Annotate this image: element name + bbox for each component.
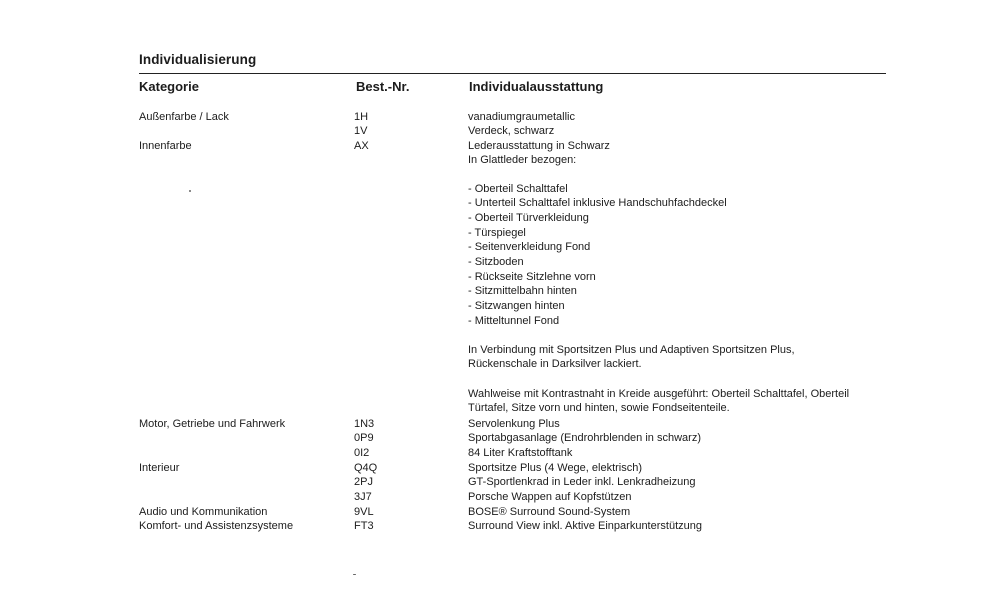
- row-text: - Oberteil Schalttafel: [468, 183, 568, 195]
- row-code: 1N3: [354, 418, 375, 430]
- row-text: - Sitzboden: [468, 256, 524, 268]
- column-header-bestnr: Best.-Nr.: [356, 79, 410, 94]
- row-code: 9VL: [354, 506, 374, 518]
- row-text: Türtafel, Sitze vorn und hinten, sowie Fondseitenteile.: [468, 402, 730, 414]
- row-text: - Mitteltunnel Fond: [468, 315, 560, 327]
- row-text: 84 Liter Kraftstofftank: [468, 447, 573, 459]
- row-text: Verdeck, schwarz: [468, 125, 555, 137]
- row-text: In Glattleder bezogen:: [468, 154, 577, 166]
- row-text: Sportsitze Plus (4 Wege, elektrisch): [468, 462, 643, 474]
- section-title: Individualisierung: [139, 52, 257, 67]
- row-code: 3J7: [354, 491, 372, 503]
- row-text: - Oberteil Türverkleidung: [468, 212, 589, 224]
- scan-speck: [189, 190, 191, 192]
- header-rule: [139, 73, 886, 74]
- row-code: AX: [354, 140, 369, 152]
- row-kategorie: Audio und Kommunikation: [139, 506, 268, 518]
- row-code: FT3: [354, 520, 374, 532]
- row-text: Surround View inkl. Aktive Einparkunterstützung: [468, 520, 702, 532]
- scan-speck: [353, 574, 356, 575]
- row-kategorie: Motor, Getriebe und Fahrwerk: [139, 418, 286, 430]
- row-text: vanadiumgraumetallic: [468, 111, 575, 123]
- row-text: - Rückseite Sitzlehne vorn: [468, 271, 596, 283]
- row-code: 0I2: [354, 447, 370, 459]
- row-code: 0P9: [354, 432, 374, 444]
- row-text: - Sitzwangen hinten: [468, 300, 565, 312]
- row-text: In Verbindung mit Sportsitzen Plus und Adaptiven Sportsitzen Plus,: [468, 344, 795, 356]
- row-text: - Türspiegel: [468, 227, 526, 239]
- row-kategorie: Komfort- und Assistenzsysteme: [139, 520, 294, 532]
- row-code: Q4Q: [354, 462, 378, 474]
- row-kategorie: Innenfarbe: [139, 140, 192, 152]
- row-text: BOSE® Surround Sound-System: [468, 506, 631, 518]
- row-text: - Seitenverkleidung Fond: [468, 241, 591, 253]
- row-text: - Unterteil Schalttafel inklusive Handschuhfachdeckel: [468, 197, 727, 209]
- column-header-ausstattung: Individualausstattung: [469, 79, 604, 94]
- row-code: 2PJ: [354, 476, 373, 488]
- row-kategorie: Außenfarbe / Lack: [139, 111, 229, 123]
- row-code: 1V: [354, 125, 368, 137]
- row-text: Lederausstattung in Schwarz: [468, 140, 610, 152]
- row-kategorie: Interieur: [139, 462, 180, 474]
- row-text: Porsche Wappen auf Kopfstützen: [468, 491, 632, 503]
- row-code: 1H: [354, 111, 369, 123]
- column-header-kategorie: Kategorie: [139, 79, 199, 94]
- row-text: Sportabgasanlage (Endrohrblenden in schwarz): [468, 432, 701, 444]
- row-text: GT-Sportlenkrad in Leder inkl. Lenkradheizung: [468, 476, 696, 488]
- row-text: - Sitzmittelbahn hinten: [468, 285, 577, 297]
- row-text: Wahlweise mit Kontrastnaht in Kreide ausgeführt: Oberteil Schalttafel, Oberteil: [468, 388, 850, 400]
- row-text: Servolenkung Plus: [468, 418, 560, 430]
- row-text: Rückenschale in Darksilver lackiert.: [468, 358, 642, 370]
